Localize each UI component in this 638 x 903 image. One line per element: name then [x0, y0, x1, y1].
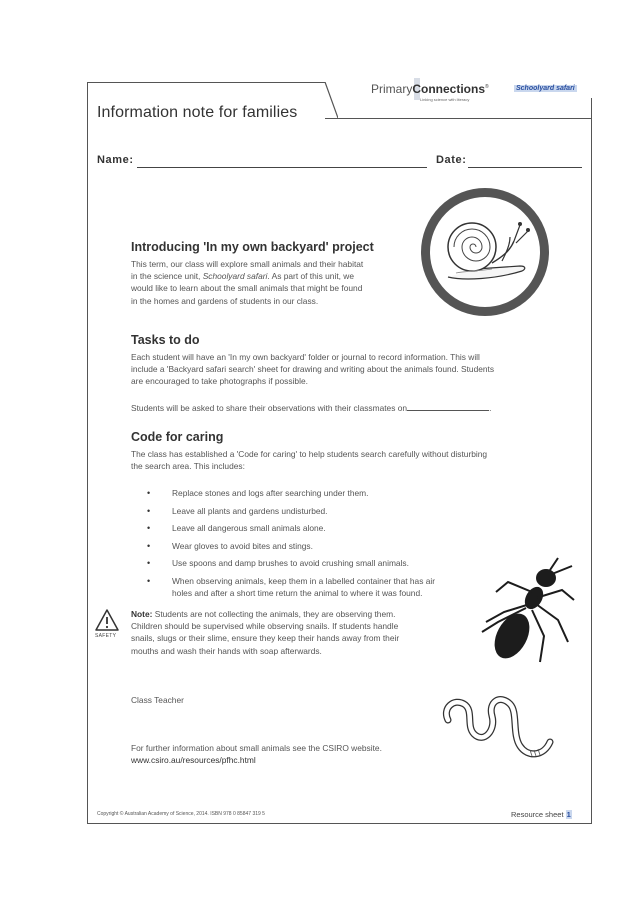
note-line: Children should be supervised while observing snails. If students handle: [131, 621, 399, 632]
brand-primary: Primary: [371, 82, 413, 96]
name-label: Name:: [97, 154, 134, 166]
note-label: Note:: [131, 609, 153, 619]
page-number: 1: [566, 810, 571, 819]
frame-top-border: [87, 82, 325, 83]
note-line: mouths and wash their hands with soap afterwards.: [131, 645, 322, 656]
date-label: Date:: [436, 154, 467, 166]
intro-unit-name: Schoolyard safari: [202, 271, 268, 282]
tasks-line: Each student will have an 'In my own backyard' folder or journal to record information. This will: [131, 352, 480, 362]
list-item: • Wear gloves to avoid bites and stings.: [147, 538, 435, 556]
intro-line: . As part of this unit, we: [267, 271, 355, 282]
frame-right-border: [591, 98, 592, 823]
share-text: Students will be asked to share their observations with their classmates on: [131, 403, 408, 413]
note-line: snails, slugs or their slime, ensure they keep their hands away from their: [131, 633, 400, 644]
code-line: The class has established a 'Code for caring' to help students search carefully without disturbing: [131, 449, 488, 459]
copyright: Copyright © Australian Academy of Science, 2014. ISBN 978 0 85847 319 5: [97, 811, 265, 817]
csiro-link[interactable]: www.csiro.au/resources/pfhc.html: [131, 755, 256, 766]
further-info: [131, 742, 461, 766]
intro-line: would like to learn about the small animals that might be found: [131, 283, 363, 294]
frame-left-border: [87, 82, 88, 823]
unit-tag: Schoolyard safari: [516, 85, 575, 92]
share-end: .: [489, 403, 492, 413]
ant-icon: [478, 556, 582, 668]
name-field[interactable]: [137, 167, 427, 168]
snail-illustration-frame: [421, 188, 549, 316]
code-line: the search area. This includes:: [131, 461, 245, 472]
list-item: holes and after a short time return the animal to where it was found.: [172, 588, 423, 598]
brand-connections: Connections: [412, 82, 486, 96]
intro-line: in the homes and gardens of students in our class.: [131, 295, 319, 306]
resource-sheet-label: [511, 810, 572, 819]
code-list: [147, 485, 435, 599]
tasks-line: are encouraged to take photographs if possible.: [131, 376, 308, 387]
share-paragraph: [131, 402, 591, 414]
brand-logo: PrimaryConnections®: [371, 82, 489, 96]
snail-icon: [436, 211, 534, 291]
safety-label: SAFETY: [95, 633, 117, 639]
frame-top-border-right: [325, 118, 592, 119]
code-paragraph: [131, 448, 571, 472]
frame-bottom-border: [87, 823, 592, 824]
code-heading: Code for caring: [131, 430, 224, 444]
intro-heading: Introducing 'In my own backyard' project: [131, 240, 374, 254]
intro-line: in the science unit,: [131, 271, 203, 282]
intro-line: This term, our class will explore small animals and their habitat: [131, 259, 364, 269]
share-date-field[interactable]: [407, 403, 492, 413]
further-line: For further information about small animals see the CSIRO website.: [131, 743, 382, 753]
list-item: • When observing animals, keep them in a labelled container that has air: [147, 573, 435, 591]
list-item: • Leave all dangerous small animals alone.: [147, 520, 435, 538]
list-item: • Replace stones and logs after searching under them.: [147, 485, 435, 503]
list-item: • Leave all plants and gardens undisturbed.: [147, 503, 435, 521]
list-item: • Use spoons and damp brushes to avoid crushing small animals.: [147, 555, 435, 573]
date-field[interactable]: [468, 167, 582, 168]
note-paragraph: [131, 608, 471, 657]
brand-tagline: Linking science with literacy: [420, 97, 470, 102]
resource-label: Resource sheet: [511, 810, 564, 819]
tasks-line: include a 'Backyard safari search' sheet for drawing and writing about the animals found. Students: [131, 364, 495, 375]
warning-icon: [94, 608, 120, 632]
tasks-paragraph: [131, 351, 571, 388]
note-line: Students are not collecting the animals, they are observing them.: [152, 609, 396, 619]
page-title: Information note for families: [97, 104, 298, 121]
tasks-heading: Tasks to do: [131, 333, 200, 347]
signoff: Class Teacher: [131, 695, 184, 705]
frame-tab-slant: [300, 82, 338, 118]
intro-paragraph: [131, 258, 421, 307]
